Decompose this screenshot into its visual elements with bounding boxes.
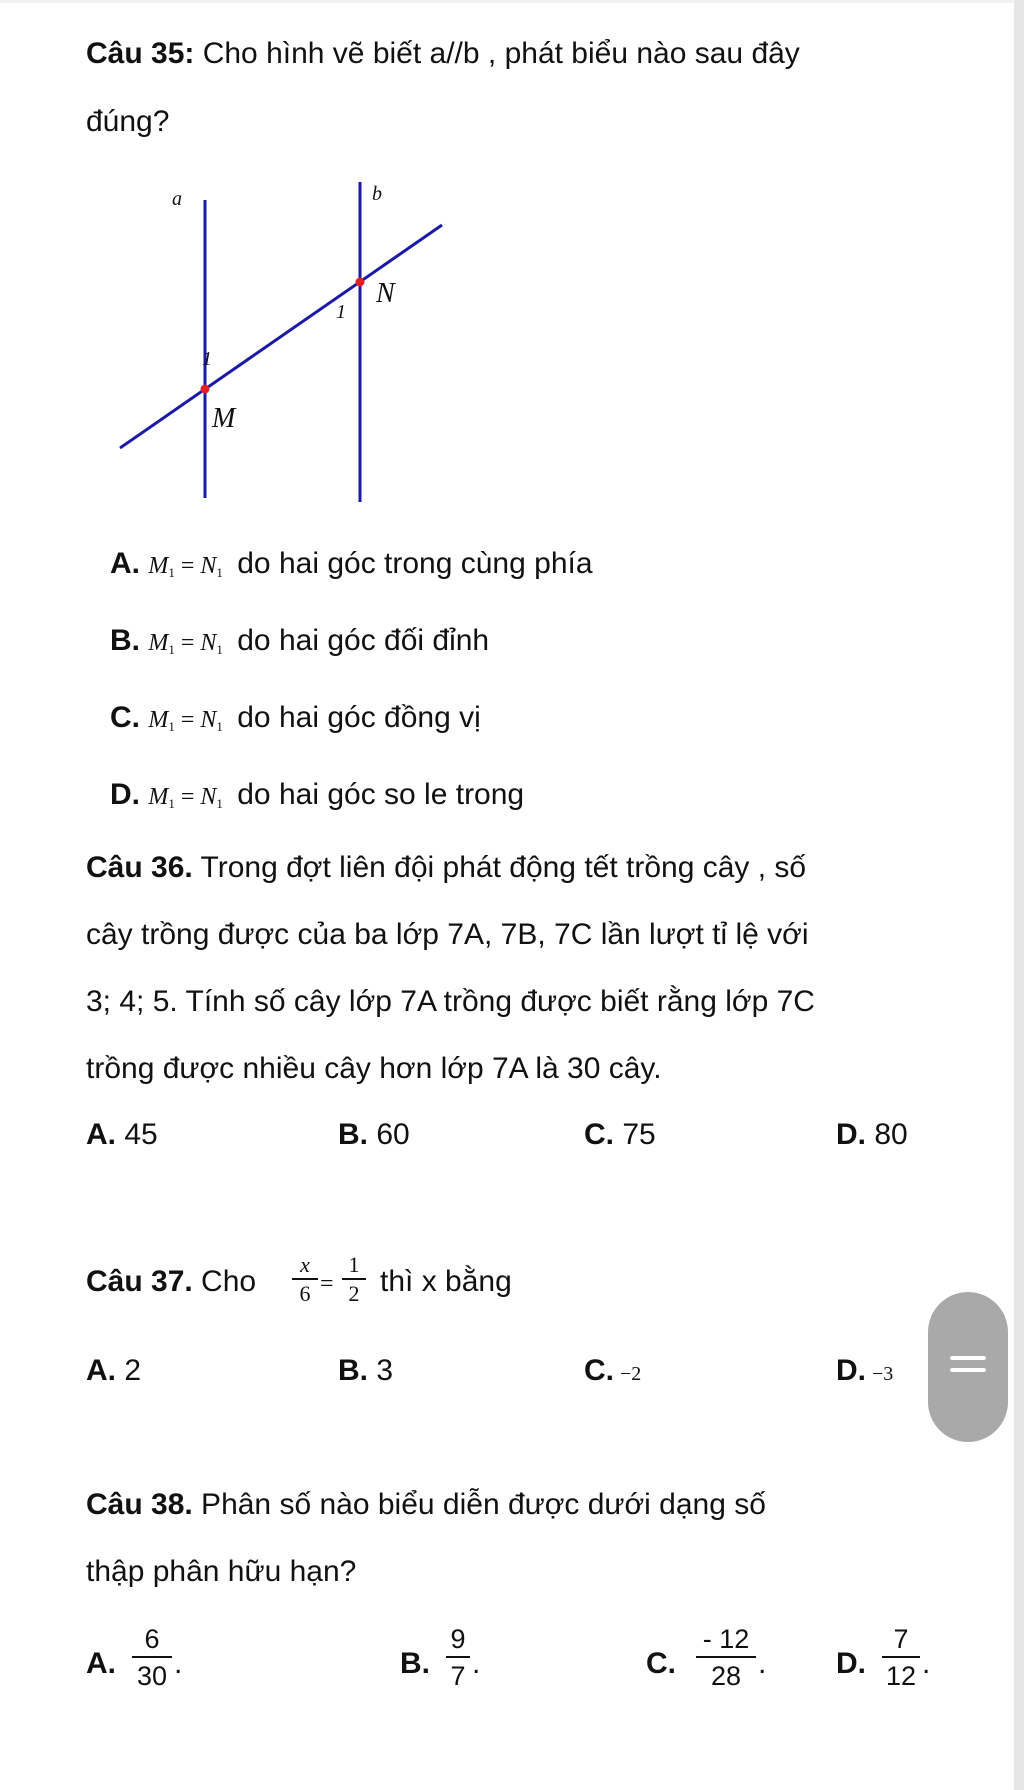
q38-option-c-period: .	[758, 1647, 767, 1680]
q38-option-b-period: .	[472, 1647, 481, 1680]
fraction-numerator: 1	[348, 1252, 360, 1277]
option-letter: A.	[86, 1354, 116, 1387]
q38-text: Phân số nào biểu diễn được dưới dạng số	[192, 1488, 766, 1521]
q38-option-c-letter[interactable]: C.	[646, 1647, 676, 1680]
option-letter: B.	[338, 1118, 368, 1151]
q35-title-line1	[86, 36, 800, 72]
q35-option-a[interactable]	[110, 546, 593, 591]
q37-text-post: thì x bằng	[380, 1265, 512, 1298]
q37-text-pre: Cho	[192, 1265, 257, 1298]
equals-sign: =	[174, 707, 201, 733]
q38-option-b-letter[interactable]: B.	[400, 1647, 430, 1680]
q38-option-a-letter[interactable]: A.	[86, 1647, 116, 1680]
fraction-bar	[132, 1656, 172, 1658]
fraction-bar	[292, 1278, 318, 1280]
option-value: 60	[368, 1118, 410, 1151]
q35-title-line2: đúng?	[86, 105, 170, 138]
q37-fraction-1-over-2	[342, 1254, 366, 1305]
grip-line-icon	[950, 1368, 986, 1372]
fraction-numerator: 7	[893, 1624, 909, 1654]
option-value: 3	[368, 1354, 394, 1387]
angle-m1: $M_1$	[148, 707, 175, 734]
angle-m1: $M_1$	[148, 553, 175, 580]
q36-option-c[interactable]	[584, 1117, 656, 1153]
option-value: 75	[614, 1118, 656, 1151]
q36-text: Trong đợt liên đội phát động tết trồng cây , số	[192, 851, 807, 884]
q36-title-line2: cây trồng được của ba lớp 7A, 7B, 7C lần lượt tỉ lệ với	[86, 918, 809, 951]
q36-option-a[interactable]	[86, 1117, 158, 1153]
grip-line-icon	[950, 1356, 986, 1360]
angle-m1: $M_1$	[148, 784, 175, 811]
q37-option-d[interactable]	[836, 1353, 893, 1392]
label-b: b	[372, 183, 382, 205]
fraction-numerator: 6	[144, 1624, 160, 1654]
fraction-numerator: 9	[450, 1624, 466, 1654]
option-value: 45	[116, 1118, 158, 1151]
fraction-bar	[882, 1656, 920, 1658]
fraction-denominator: 12	[885, 1661, 917, 1691]
option-text: do hai góc so le trong	[237, 778, 525, 811]
option-letter: D.	[836, 1354, 866, 1387]
q38-option-d-fraction[interactable]	[882, 1624, 920, 1691]
option-text: do hai góc trong cùng phía	[237, 547, 593, 580]
equals-sign: =	[174, 630, 201, 656]
q36-title-line3: 3; 4; 5. Tính số cây lớp 7A trồng được biết rằng lớp 7C	[86, 985, 815, 1018]
option-value: 80	[866, 1118, 908, 1151]
option-value: 2	[116, 1354, 142, 1387]
q35-option-c[interactable]	[110, 700, 481, 745]
angle-n1: $N_1$	[200, 707, 223, 734]
angle-m1: $M_1$	[148, 630, 175, 657]
q36-number: Câu 36.	[86, 851, 193, 884]
fraction-bar	[446, 1656, 470, 1658]
q37-option-c[interactable]	[584, 1353, 641, 1392]
transversal-line	[120, 225, 442, 448]
q38-option-a-fraction[interactable]	[132, 1624, 172, 1691]
fraction-denominator: 7	[450, 1661, 466, 1691]
fraction-denominator: 2	[348, 1281, 360, 1306]
q37-option-b[interactable]	[338, 1353, 393, 1389]
option-text: do hai góc đối đỉnh	[237, 624, 490, 657]
q38-option-d-period: .	[922, 1647, 931, 1680]
option-letter: B.	[338, 1354, 368, 1387]
q35-title-text: Cho hình vẽ biết a//b , phát biểu nào sau đây	[194, 37, 800, 70]
q36-title-line1	[86, 850, 806, 886]
option-letter: C.	[584, 1118, 614, 1151]
fraction-numerator: x	[300, 1252, 310, 1277]
option-value: −3	[872, 1363, 894, 1385]
scroll-handle[interactable]	[928, 1292, 1008, 1442]
fraction-denominator: 30	[136, 1661, 168, 1691]
q35-option-b[interactable]	[110, 623, 489, 668]
q37-number: Câu 37.	[86, 1265, 193, 1298]
fraction-numerator: - 12	[702, 1624, 750, 1654]
fraction-denominator: 6	[299, 1281, 311, 1306]
angle-n1: $N_1$	[200, 784, 223, 811]
q37-equals: =	[320, 1271, 334, 1297]
q37-option-a[interactable]	[86, 1353, 141, 1389]
q38-number: Câu 38.	[86, 1488, 193, 1521]
q36-option-b[interactable]	[338, 1117, 410, 1153]
point-n	[356, 278, 365, 287]
option-letter: C.	[584, 1354, 614, 1387]
q38-option-a-period: .	[174, 1647, 183, 1680]
q38-option-c-fraction[interactable]	[696, 1624, 756, 1691]
option-text: do hai góc đồng vị	[237, 701, 481, 734]
fraction-bar	[342, 1278, 366, 1280]
option-letter: A.	[86, 1118, 116, 1151]
label-n: N	[376, 278, 395, 309]
fraction-bar	[696, 1656, 756, 1658]
q35-number: Câu 35:	[86, 37, 195, 70]
angle-n1: $N_1$	[200, 553, 223, 580]
q38-option-d-letter[interactable]: D.	[836, 1647, 866, 1680]
point-m	[201, 385, 210, 394]
equals-sign: =	[174, 553, 201, 579]
q37-fraction-x-over-6	[292, 1254, 318, 1305]
q35-figure	[110, 170, 450, 510]
option-letter: D.	[836, 1118, 866, 1151]
q38-title-line1	[86, 1487, 766, 1523]
option-letter: B.	[110, 624, 140, 657]
q36-option-d[interactable]	[836, 1117, 908, 1153]
top-divider	[0, 0, 1024, 3]
label-a: a	[172, 188, 182, 210]
equals-sign: =	[174, 784, 201, 810]
angle-n1: $N_1$	[200, 630, 223, 657]
q36-title-line4: trồng được nhiều cây hơn lớp 7A là 30 cây.	[86, 1052, 662, 1085]
page-right-edge	[1014, 0, 1024, 1790]
option-value: −2	[620, 1363, 642, 1385]
label-angle-n: 1	[336, 301, 346, 323]
q35-option-d[interactable]	[110, 777, 524, 822]
option-letter: D.	[110, 778, 140, 811]
q38-title-line2: thập phân hữu hạn?	[86, 1555, 357, 1588]
option-letter: C.	[110, 701, 140, 734]
label-angle-m: 1	[202, 348, 212, 370]
fraction-denominator: 28	[710, 1661, 742, 1691]
option-letter: A.	[110, 547, 140, 580]
q38-option-b-fraction[interactable]	[446, 1624, 470, 1691]
label-m: M	[212, 403, 236, 434]
q37-title-start	[86, 1264, 256, 1300]
